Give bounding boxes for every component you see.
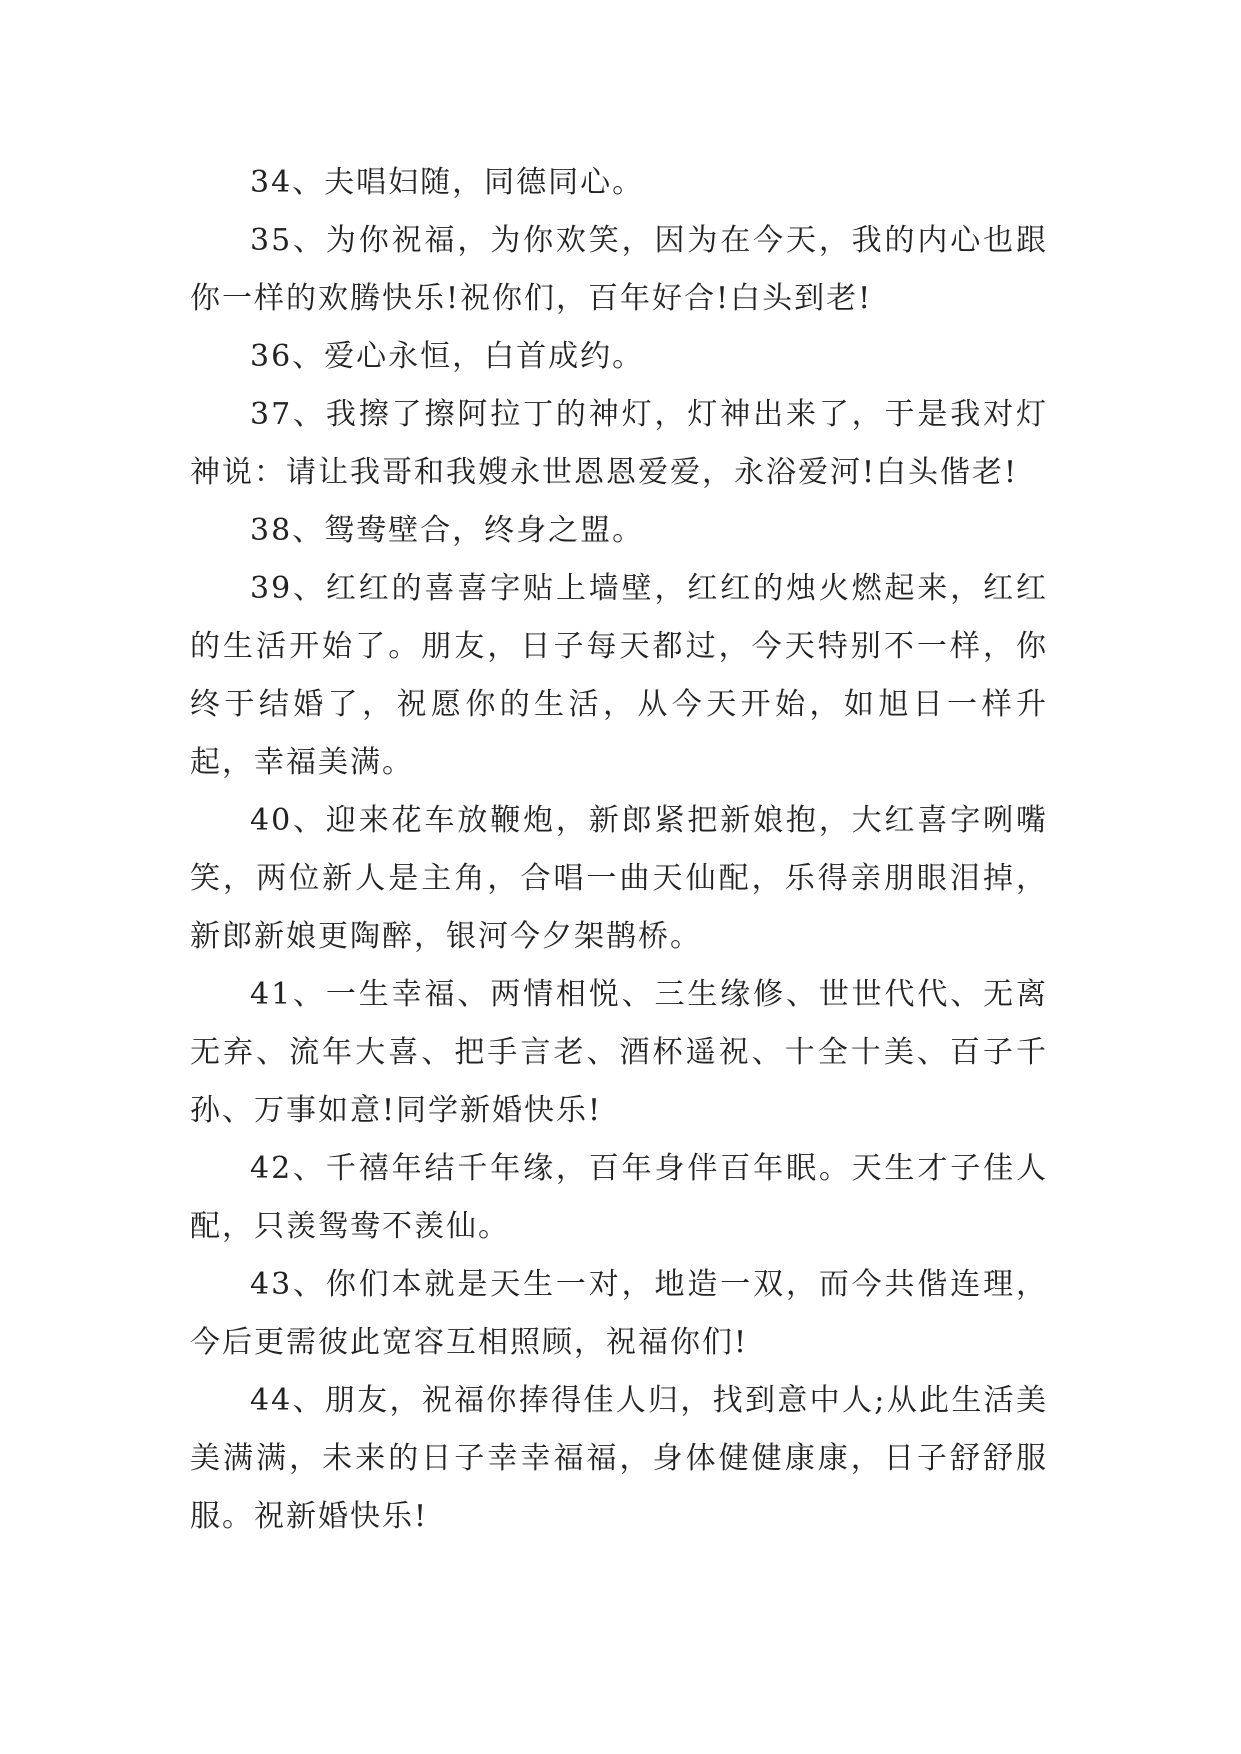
paragraph-43: 43、你们本就是天生一对，地造一双，而今共偕连理，今后更需彼此宽容互相照顾，祝福你们! [190,1267,1048,1360]
paragraph-36: 36、爱心永恒，白首成约。 [250,339,645,374]
paragraph-39: 39、红红的喜喜字贴上墙壁，红红的烛火燃起来，红红的生活开始了。朋友，日子每天都过，今天特别不一样，你终于结婚了，祝愿你的生活，从今天开始，如旭日一样升起，幸福美满。 [190,571,1048,780]
paragraph-44: 44、朋友，祝福你捧得佳人归，找到意中人;从此生活美美满满，未来的日子幸幸福福，身体健健康康，日子舒舒服服。祝新婚快乐! [190,1383,1048,1534]
paragraph-37: 37、我擦了擦阿拉丁的神灯，灯神出来了，于是我对灯神说：请让我哥和我嫂永世恩恩爱爱，永浴爱河!白头偕老! [190,397,1048,490]
paragraph-38: 38、鸳鸯壁合，终身之盟。 [250,513,645,548]
document-body [190,154,1048,1546]
paragraph-34: 34、夫唱妇随，同德同心。 [250,165,645,200]
paragraph-40: 40、迎来花车放鞭炮，新郎紧把新娘抱，大红喜字咧嘴笑，两位新人是主角，合唱一曲天仙配，乐得亲朋眼泪掉，新郎新娘更陶醉，银河今夕架鹊桥。 [190,803,1048,954]
paragraph-41: 41、一生幸福、两情相悦、三生缘修、世世代代、无离无弃、流年大喜、把手言老、酒杯遥祝、十全十美、百子千孙、万事如意!同学新婚快乐! [190,977,1048,1128]
paragraph-35: 35、为你祝福，为你欢笑，因为在今天，我的内心也跟你一样的欢腾快乐!祝你们，百年好合!白头到老! [190,223,1048,316]
paragraph-42: 42、千禧年结千年缘，百年身伴百年眠。天生才子佳人配，只羡鸳鸯不羡仙。 [190,1151,1048,1244]
